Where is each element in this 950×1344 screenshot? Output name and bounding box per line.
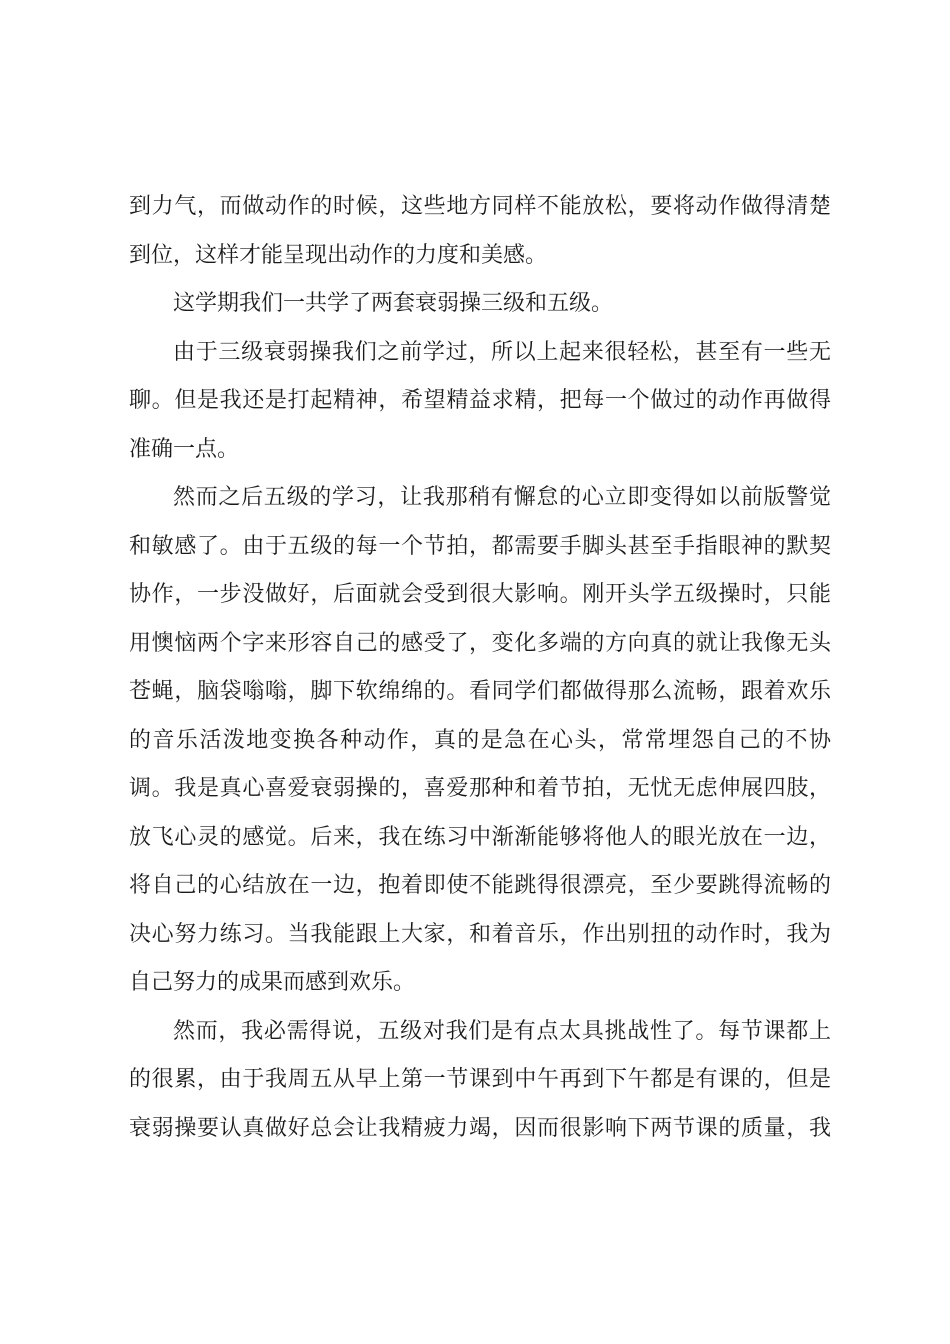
text-line: 自己努力的成果而感到欢乐。 xyxy=(129,970,416,995)
text-line: 的很累，由于我周五从早上第一节课到中午再到下午都是有课的，但是 xyxy=(129,1067,831,1092)
text-line: 调。我是真心喜爱衰弱操的，喜爱那种和着节拍，无忧无虑伸展四肢， xyxy=(129,776,831,801)
text-line: 然而之后五级的学习，让我那稍有懈怠的心立即变得如以前版警觉 xyxy=(173,485,831,510)
text-line: 和敏感了。由于五级的每一个节拍，都需要手脚头甚至手指眼神的默契 xyxy=(129,533,831,559)
text-line: 协作，一步没做好，后面就会受到很大影响。刚开头学五级操时，只能 xyxy=(129,582,831,607)
text-line: 由于三级衰弱操我们之前学过，所以上起来很轻松，甚至有一些无 xyxy=(173,339,831,365)
text-line: 聊。但是我还是打起精神，希望精益求精，把每一个做过的动作再做得 xyxy=(129,388,831,413)
body-text xyxy=(129,183,831,1153)
text-line: 衰弱操要认真做好总会让我精疲力竭，因而很影响下两节课的质量，我 xyxy=(129,1115,831,1141)
text-line: 苍蝇，脑袋嗡嗡，脚下软绵绵的。看同学们都做得那么流畅，跟着欢乐 xyxy=(129,679,831,704)
text-line: 准确一点。 xyxy=(129,436,240,462)
text-line: 用懊恼两个字来形容自己的感受了，变化多端的方向真的就让我像无头 xyxy=(129,630,831,656)
text-line: 到位，这样才能呈现出动作的力度和美感。 xyxy=(129,242,548,268)
text-line: 的音乐活泼地变换各种动作，真的是急在心头，常常埋怨自己的不协 xyxy=(129,727,831,753)
text-line: 将自己的心结放在一边，抱着即使不能跳得很漂亮，至少要跳得流畅的 xyxy=(129,873,831,898)
text-line: 决心努力练习。当我能跟上大家，和着音乐，作出别扭的动作时，我为 xyxy=(129,921,831,947)
text-line: 到力气，而做动作的时候，这些地方同样不能放松，要将动作做得清楚 xyxy=(129,194,831,219)
text-line: 这学期我们一共学了两套衰弱操三级和五级。 xyxy=(173,291,614,316)
text-line: 放飞心灵的感觉。后来，我在练习中渐渐能够将他人的眼光放在一边， xyxy=(129,824,831,850)
text-line: 然而，我必需得说，五级对我们是有点太具挑战性了。每节课都上 xyxy=(173,1018,831,1044)
